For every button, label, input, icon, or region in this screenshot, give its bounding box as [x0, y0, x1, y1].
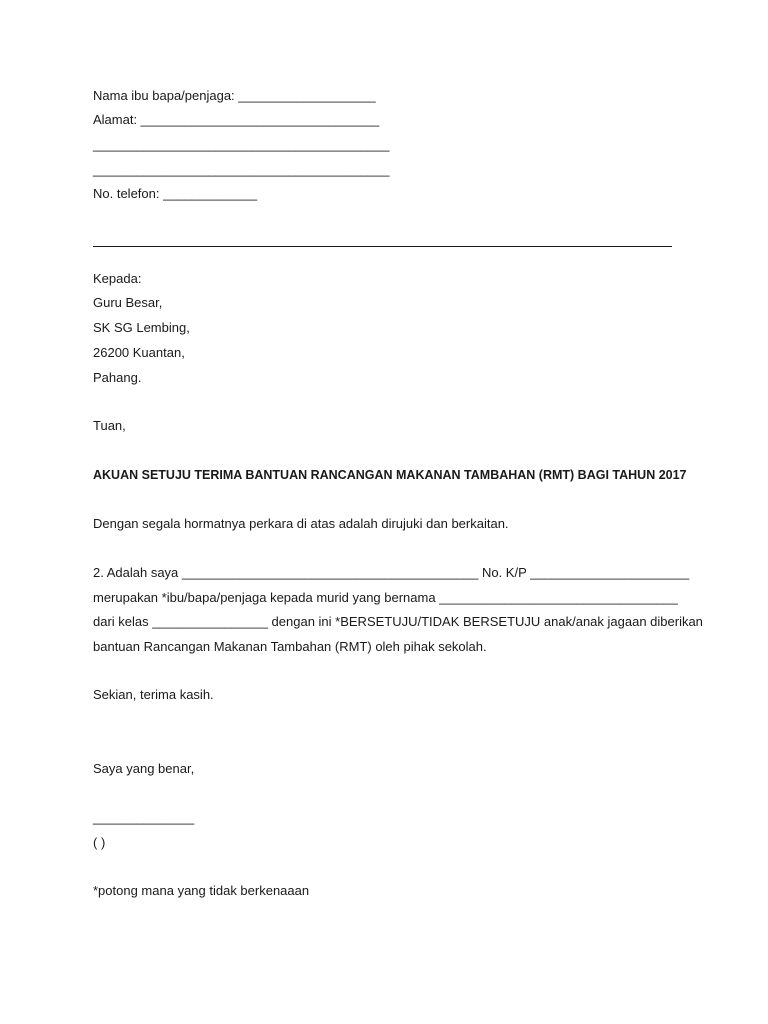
subject-heading: AKUAN SETUJU TERIMA BANTUAN RANCANGAN MAKANAN TAMBAHAN (RMT) BAGI TAHUN 2017 [93, 468, 687, 482]
recipient-school: SK SG Lembing, [93, 320, 190, 335]
address-field: Alamat: _________________________________ [93, 112, 380, 127]
address-line-2: _________________________________________ [93, 137, 390, 152]
signature-name-brackets: ( ) [93, 835, 106, 850]
separator-line [93, 246, 672, 247]
body-line-3: dari kelas ________________ dengan ini *BERSETUJU/TIDAK BERSETUJU anak/anak jagaan diberikan [93, 614, 703, 629]
recipient-title: Guru Besar, [93, 295, 163, 310]
phone-field: No. telefon: _____________ [93, 186, 258, 201]
body-line-1: 2. Adalah saya _________________________________________ No. K/P ______________________ [93, 565, 690, 580]
body-line-4: bantuan Rancangan Makanan Tambahan (RMT) oleh pihak sekolah. [93, 639, 487, 654]
salutation: Tuan, [93, 418, 126, 433]
closing-text: Sekian, terima kasih. [93, 687, 214, 702]
intro-paragraph: Dengan segala hormatnya perkara di atas adalah dirujuki dan berkaitan. [93, 516, 509, 531]
body-line-2: merupakan *ibu/bapa/penjaga kepada murid yang bernama _________________________________ [93, 590, 678, 605]
recipient-state: Pahang. [93, 370, 142, 385]
recipient-city: 26200 Kuantan, [93, 345, 185, 360]
sign-off: Saya yang benar, [93, 761, 195, 776]
recipient-to: Kepada: [93, 271, 142, 286]
parent-name-field: Nama ibu bapa/penjaga: ___________________ [93, 88, 376, 103]
footnote: *potong mana yang tidak berkenaaan [93, 883, 310, 898]
signature-line: ______________ [93, 810, 195, 825]
address-line-3: _________________________________________ [93, 162, 390, 177]
